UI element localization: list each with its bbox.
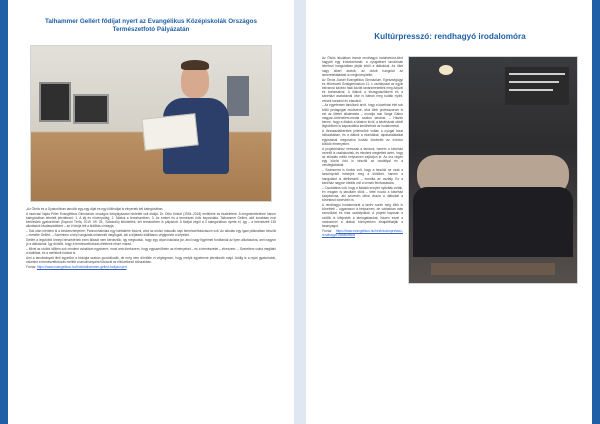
left-paragraph: „Az Ötvös és a Gyakorlóban tanulók egy-egy díjat és egy különdíjat is elnyertek két kategóriában. <box>26 207 164 211</box>
right-source-link[interactable]: https://www.evangelikus.hu/hirek/kulturpresszo-rendhagyo-irodalomora <box>322 228 403 238</box>
table-shape <box>431 263 555 275</box>
monitor-shape-2 <box>73 94 109 124</box>
right-article-title: Kultúrpresszó: rendhagyó irodalomóra <box>374 32 526 41</box>
right-paragraph: – Az egyetemen tanultunk arról, hogy a kávéházi élet sok költő pedagógiai módszere, ahol több professzorom is ezt az ötletet alkalmazta – mondja már Varga Gábor magyar–történelem-media szakos tanáruk. – Hiszek benne, hogy a diákok a falakon kívül, a kávéházak oldott légkörében is kapcsolatba kerülhetnek az irodalommal. <box>322 103 403 129</box>
right-paragraph: A törzsasztalkeretek jellemzőek voltak a nyugat korai időszakában, és a diákok a munkáikat, tapasztalataikat egymással megosztva hozták közelebb az írókhoz kötődő élményeket. <box>322 129 403 146</box>
left-edge-bar <box>0 0 8 424</box>
left-source-line <box>26 265 276 269</box>
left-page <box>8 0 294 424</box>
class-group-photo <box>408 56 578 284</box>
crowd-shape <box>413 187 573 257</box>
right-paragraph: – Számomra is fontos volt, hogy a tanulók ne csak a tankönyvből ismerjék meg a költőket, hanem a hangulatot is átélhessék – mondta az osztály. Ez a kávéház nagyon ideális volt a versek felolvasására. <box>322 168 403 185</box>
right-paragraph: Az Ötvös iskolában immár rendhagyó irodalomóra-ként hagyott egy irodalomtanár; a nyugateset tanulóinak lekéhozl hangulatban járják körül a diákokkal. Az ötlet nagy sikert aratott, az oldott hangulat az ismeretekátadást is megkönnyítette. <box>322 56 403 77</box>
right-paragraph: A projektórához nemcsak a tanárok, hanem a kávéház vezetői is csatlakoztak, és mindent megtettek azért, hogy az előadás méltó helyszínen zajlódjon le. Az óra végén egy közös fotó is készült az osztállyal és a vendéglátókkal. <box>322 146 403 168</box>
lettering-line <box>509 89 553 91</box>
left-article-title: Talhammer Gellért fődíjat nyert az Evangélikus Középiskolák Országos Természetfotó Pályázatán <box>45 18 257 33</box>
left-source-link[interactable]: https://www.evangelikus.hu/hirek/talhammer-gellert-fodijat-nyert <box>37 265 127 270</box>
lettering-line <box>509 81 559 83</box>
window-shape <box>227 76 249 116</box>
left-paragraph: Ami a tanulmányait illeti egyelőre a biológia szakon gondolkodik, de még nem döntötte el véglegesen, hogy melyik egyetemre jelentkezik majd. Addig is a nyári gyakorlatok, valamint a természetfotózás mellett a tanulmányaira fókuszál az elkövetkező időszakban. <box>26 256 276 265</box>
left-source-label: Forrás: <box>26 265 37 270</box>
lamp-shape <box>439 65 453 75</box>
left-paragraph: Gellért a legutóbbi ünnepi beszédének ezen állását nem kérdeztük, így megtudtuk, hogy egy olyan iskolába jár, ahol nagy figyelmet fordítanak az ilyen alkotásokra, ami nagyon jó a diákoknak. Így döntött, hogy a természetfotózás életének része marad. <box>26 238 276 247</box>
right-paragraph: – Csodálatos volt, hogy a fiatalok ennyire nyitottak voltak, én magam is tanultam tőlük – tette hozzá a kávéház tulajdonosa, aki szívesen látná vissza a diákokat a következő tanévben is. <box>322 185 403 203</box>
monitor-shape <box>39 82 71 122</box>
right-edge-bar <box>592 0 600 424</box>
right-source-label: Forrás: <box>322 228 333 233</box>
right-page <box>306 0 592 424</box>
left-paragraph: A szarvasi Vajda Péter Evangélikus Gimnázium országos fotópályázatot hirdetett volt diákja, Dr. Ditró Kristóf (1994–2018) emlékére és tiszteletére. A megmérettetésre három kategóriában lehetett jelentkezni: 1. A táj és növényvilág, 2. Állatok a természetben, 3. Az ember és a természet örök kapcsolata. Talhammer Gellért, akit korábban már kerületünk gyakorlóban (Soproni Térfa, 2019. 09. 25., Szkobáló) kitüntettek, két témakörben is pályázott. A fődíjat végül a 3 kategóriában nyerte el, így – a beérkezett 135 alkotásból kiválasztottként – az ő fotója lett a kiállítás címlapja. <box>26 211 276 229</box>
student-with-award-photo <box>30 45 272 202</box>
lettering-line <box>509 73 565 75</box>
left-paragraph: – Mivel az utóbbi időben sok mindent csináltam egyszerre, most arra törekszem, hogy egyszerűbben az élményeket – és a természetet – élvezzem. – Szerettem volna meglátni a kiállítást, és a mellékelt fotókat is. <box>26 247 276 256</box>
hair-shape <box>181 60 209 70</box>
left-article-body <box>26 207 276 269</box>
right-paragraph: A rendhagyó irodalomórát a tanév során még több is követheti – ugyanazon a helyszínen, de várhatóan más szerzőkkel és más osztályokkal. A projekt kapcsán a szülők is kifejezték a támogatásukat, hiszen ezzel a módszerrel a diákok könnyebben elsajátíthatják a tananyagot. <box>322 203 403 229</box>
certificate-shape <box>141 113 198 150</box>
left-paragraph: – Sok után mentem ki a keskenzhelyeirre, Pannonhalmára egy bárfáldére fotózni, ahol az utolsó második napi természetfotózásom volt. Az alkotás egy igazi pillanatban készült – mesélte Gellért. – Szerintem a kép hangulata mindenkit megfogott, aki a díjátadó kiállításon végignézte a képeket. <box>26 229 276 238</box>
right-paragraph: Az Ötvös József Evangélikus Gimnázium, Egészségügyi és Művészeti Szakgimnázium 11. c osztályosai az egyik belvárosi kávézó falai között tanárkerekettek meg Adyval és kortársaival. A diákok a törzsgyasztóként és a kávéházi asztaloknál ülve is bátran meg tudták nyitni, versek sorsáról és írásokról. <box>322 77 403 103</box>
